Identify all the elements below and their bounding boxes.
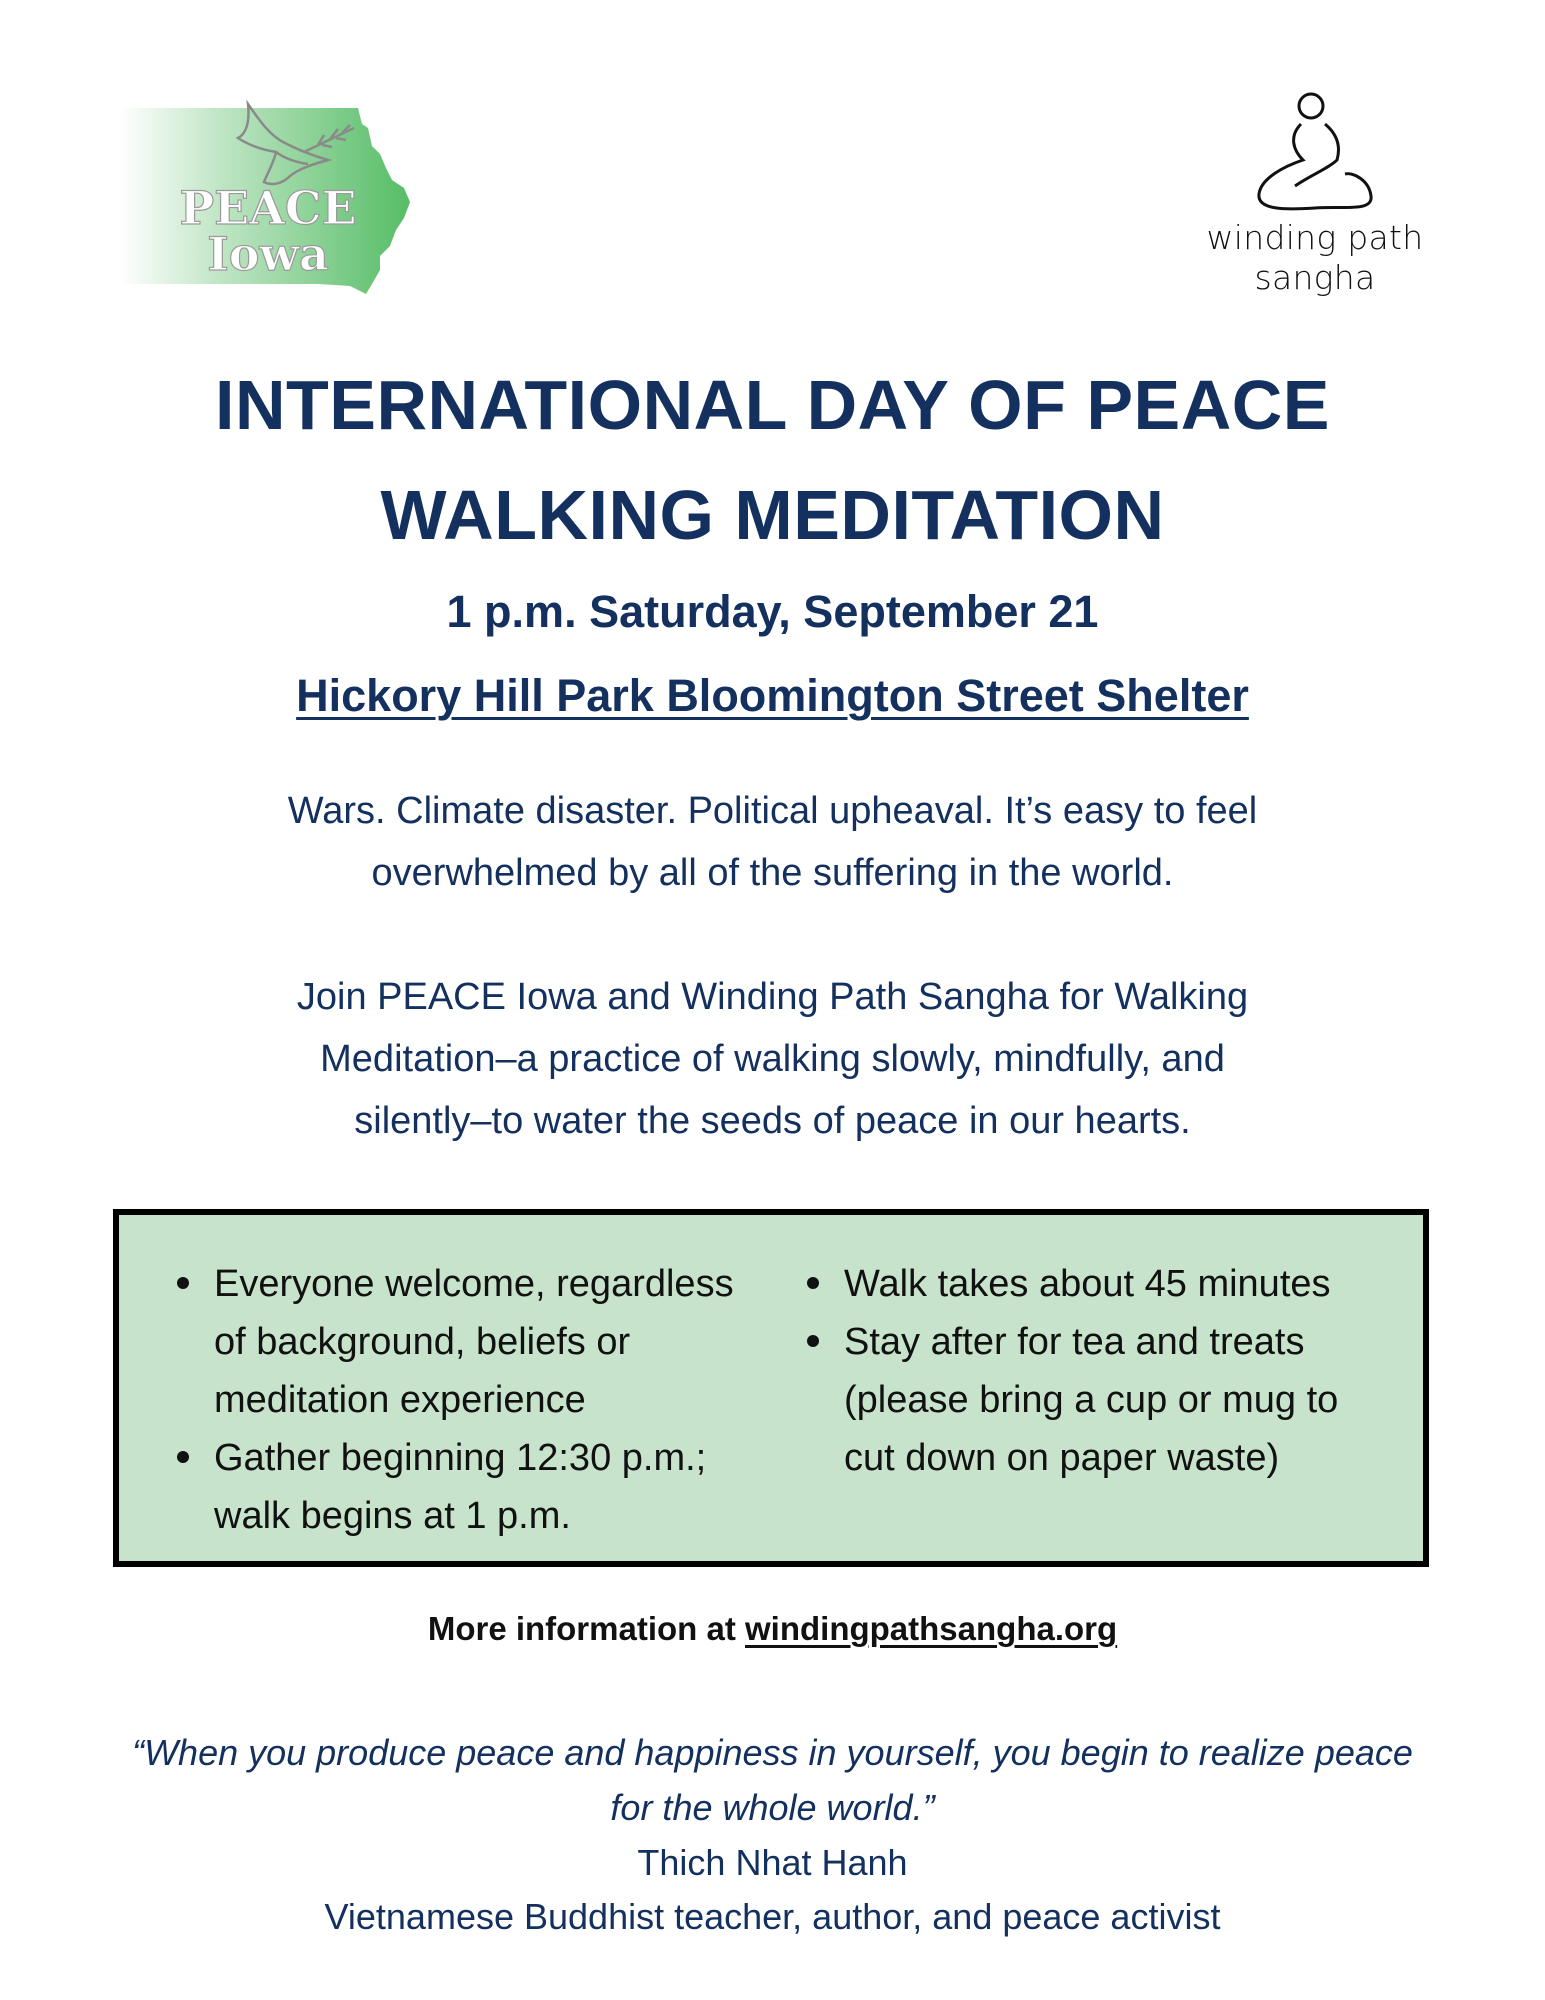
list-item-line: meditation experience: [214, 1379, 586, 1421]
list-item-line: Gather beginning 12:30 p.m.;: [214, 1437, 707, 1479]
quote-author-role: Vietnamese Buddhist teacher, author, and peace activist: [324, 1896, 1221, 1937]
event-location-text: Hickory Hill Park Bloomington Street Shelter: [296, 670, 1249, 721]
intro-line2: overwhelmed by all of the suffering in the world.: [371, 852, 1174, 894]
bullet-icon: [807, 1335, 819, 1347]
bullet-icon: [177, 1277, 189, 1289]
list-item: [804, 1313, 1394, 1487]
event-location: [0, 666, 1545, 726]
title-line1: INTERNATIONAL DAY OF PEACE: [215, 366, 1330, 444]
details-right-list: [804, 1255, 1394, 1487]
list-item-line: cut down on paper waste): [844, 1437, 1280, 1479]
winding-path-sangha-logo: [1200, 88, 1430, 308]
list-item: [174, 1429, 744, 1545]
quote: [120, 1725, 1425, 1835]
list-item-line: Everyone welcome, regardless: [214, 1263, 734, 1305]
website-link[interactable]: windingpathsangha.org: [745, 1610, 1118, 1647]
event-time: 1 p.m. Saturday, September 21: [446, 586, 1099, 637]
intro-line1: Wars. Climate disaster. Political upheaval. It’s easy to feel: [287, 790, 1258, 832]
list-item-line: Stay after for tea and treats: [844, 1321, 1305, 1363]
list-item: [174, 1255, 744, 1429]
more-info: [0, 1604, 1545, 1654]
invite-line3: silently–to water the seeds of peace in our hearts.: [354, 1100, 1191, 1142]
invite-line2: Meditation–a practice of walking slowly, mindfully, and: [320, 1038, 1225, 1080]
details-left-list: [174, 1255, 744, 1545]
title-line2: WALKING MEDITATION: [380, 476, 1165, 554]
quote-line2: for the whole world.”: [610, 1787, 935, 1828]
quote-author: Thich Nhat Hanh: [637, 1842, 908, 1883]
bullet-icon: [177, 1451, 189, 1463]
page-title: [0, 350, 1545, 570]
list-item-line: of background, beliefs or: [214, 1321, 631, 1363]
wps-line2: sangha: [1254, 258, 1376, 297]
list-item: [804, 1255, 1394, 1313]
list-item-line: (please bring a cup or mug to: [844, 1379, 1339, 1421]
wps-line1: winding path: [1206, 218, 1424, 257]
list-item-line: Walk takes about 45 minutes: [844, 1263, 1331, 1305]
bullet-icon: [807, 1277, 819, 1289]
meditator-icon: [1255, 88, 1375, 218]
peace-iowa-logo: [118, 98, 413, 296]
invite-paragraph: [200, 966, 1345, 1152]
invite-line1: Join PEACE Iowa and Winding Path Sangha for Walking: [296, 976, 1249, 1018]
quote-line1: “When you produce peace and happiness in yourself, you begin to realize peace: [132, 1732, 1413, 1773]
peace-logo-line2: Iowa: [207, 227, 329, 281]
details-box: [113, 1209, 1429, 1567]
intro-paragraph: [200, 780, 1345, 904]
more-info-prefix: More information at: [427, 1610, 746, 1647]
list-item-line: walk begins at 1 p.m.: [214, 1495, 571, 1537]
peace-logo-line1: PEACE: [179, 181, 357, 235]
